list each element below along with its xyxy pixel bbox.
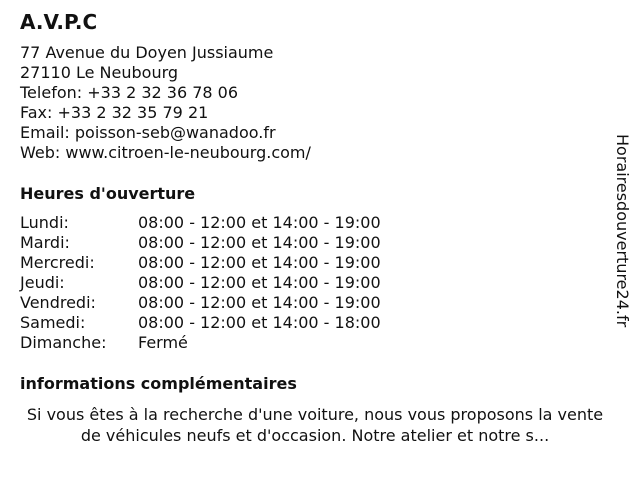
email-line: Email: poisson-seb@wanadoo.fr: [20, 123, 276, 142]
hours-day: Mardi:: [20, 233, 70, 252]
address-line-city: 27110 Le Neubourg: [20, 63, 179, 82]
hours-time: 08:00 - 12:00 et 14:00 - 18:00: [138, 313, 381, 332]
hours-day: Dimanche:: [20, 333, 107, 352]
hours-day: Jeudi:: [20, 273, 65, 292]
phone-line: Telefon: +33 2 32 36 78 06: [20, 83, 239, 102]
fax-line: Fax: +33 2 32 35 79 21: [20, 103, 209, 122]
hours-day: Lundi:: [20, 213, 69, 232]
hours-time: Fermé: [138, 333, 188, 352]
hours-day: Mercredi:: [20, 253, 95, 272]
info-heading: informations complémentaires: [20, 374, 297, 393]
hours-time: 08:00 - 12:00 et 14:00 - 19:00: [138, 273, 381, 292]
hours-time: 08:00 - 12:00 et 14:00 - 19:00: [138, 253, 381, 272]
hours-heading: Heures d'ouverture: [20, 184, 196, 203]
hours-day: Vendredi:: [20, 293, 96, 312]
business-name: A.V.P.C: [20, 10, 98, 34]
web-line: Web: www.citroen-le-neubourg.com/: [20, 143, 311, 162]
hours-time: 08:00 - 12:00 et 14:00 - 19:00: [138, 213, 381, 232]
site-watermark: Horairesdouverture24.fr: [613, 134, 632, 328]
contact-block: [20, 43, 311, 163]
hours-day: Samedi:: [20, 313, 86, 332]
info-description: Si vous êtes à la recherche d'une voiture, nous vous proposons la vente de véhicules neufs et d'occasion. Notre atelier et notre s...: [26, 405, 604, 445]
hours-time: 08:00 - 12:00 et 14:00 - 19:00: [138, 233, 381, 252]
hours-time: 08:00 - 12:00 et 14:00 - 19:00: [138, 293, 381, 312]
address-line-street: 77 Avenue du Doyen Jussiaume: [20, 43, 274, 62]
